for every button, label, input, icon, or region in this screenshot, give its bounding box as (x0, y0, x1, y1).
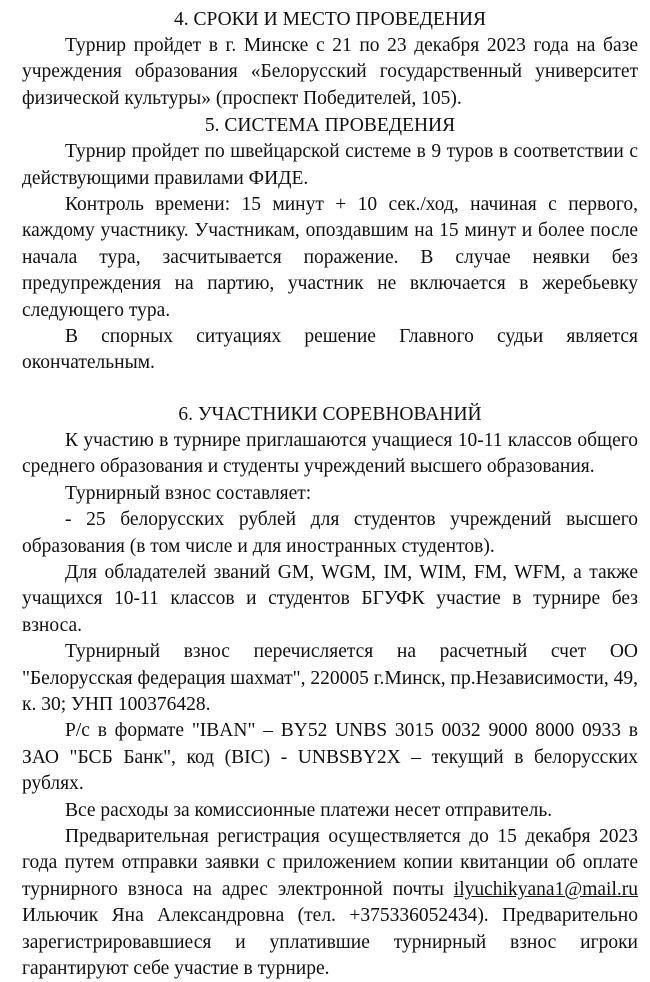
section-6-paragraph-8 (22, 824, 638, 982)
section-5-paragraph-3: В спорных ситуациях решение Главного судьи является окончательным. (22, 326, 638, 374)
section-5-paragraph-1: Турнир пройдет по швейцарской системе в 9 туров в соответствии с действующими правилами ФИДЕ. (22, 141, 638, 189)
email-link[interactable]: ilyuchikyana1@mail.ru (453, 878, 638, 900)
document-page (22, 6, 638, 982)
section-spacer (22, 377, 638, 401)
section-5-paragraph-2: Контроль времени: 15 минут + 10 сек./ход, начиная с первого, каждому участнику. Участникам, опоздавшим на 15 минут и более после начала тура, засчитывается поражение. В случае неявки без предупреждения на партию, участник не включается в жеребьевку следующего тура. (22, 194, 638, 321)
section-6-paragraph-3: - 25 белорусских рублей для студентов учреждений высшего образования (в том числе и для иностранных студентов). (22, 509, 638, 557)
section-6-paragraph-6: Р/с в формате "IBAN" – BY52 UNBS 3015 0032 9000 8000 0933 в ЗАО "БСБ Банк", код (BIC) - UNBSBY2X – текущий в белорусских рублях. (22, 720, 638, 795)
section-6-paragraph-4: Для обладателей званий GM, WGM, IM, WIM, FM, WFM, а также учащихся 10-11 классов и студентов БГУФК участие в турнире без взноса. (22, 561, 638, 636)
section-5-heading: 5. СИСТЕМА ПРОВЕДЕНИЯ (204, 115, 456, 137)
section-6-paragraph-2: Турнирный взнос составляет: (65, 482, 312, 504)
section-6-heading: 6. УЧАСТНИКИ СОРЕВНОВАНИЙ (178, 403, 482, 425)
registration-text-before: Предварительная регистрация осуществляется до 15 декабря 2023 года путем отправки заявки с приложением копии квитанции об оплате турнирного взноса на адрес электронной почты (22, 825, 638, 900)
section-6-paragraph-5: Турнирный взнос перечисляется на расчетный счет ОО "Белорусская федерация шахмат", 220005 г.Минск, пр.Независимости, 49, к. 30; УНП 100376428. (22, 641, 638, 715)
section-6-paragraph-1: К участию в турнире приглашаются учащиеся 10-11 классов общего среднего образования и студенты учреждений высшего образования. (22, 429, 638, 478)
section-4-heading: 4. СРОКИ И МЕСТО ПРОВЕДЕНИЯ (173, 9, 486, 30)
section-6-paragraph-7: Все расходы за комиссионные платежи несет отправитель. (65, 799, 553, 821)
section-4-paragraph-1: Турнир пройдет в г. Минске с 21 по 23 декабря 2023 года на базе учреждения образования «Белорусский государственный университет физической культуры» (проспект Победителей, 105). (22, 35, 638, 109)
registration-text-after: Ильючик Яна Александровна (тел. +375336052434). Предварительно зарегистрировавшиеся и уплатившие турнирный взнос игроки гарантируют себе участие в турнире. (22, 905, 638, 979)
